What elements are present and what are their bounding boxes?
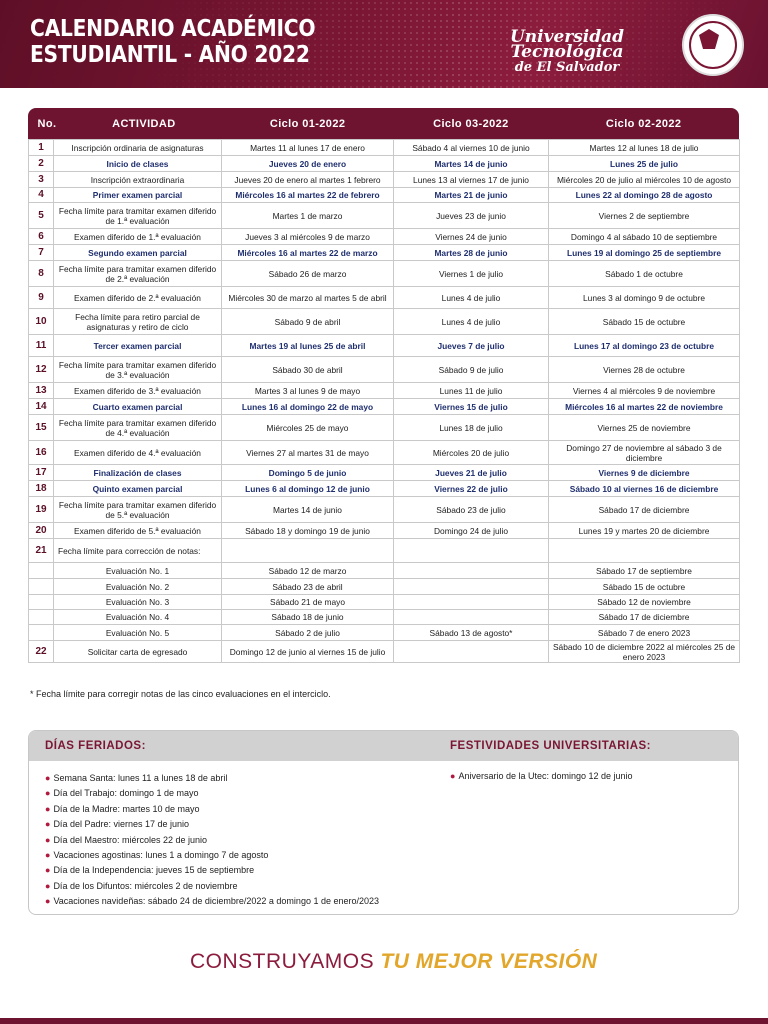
row-number bbox=[29, 625, 54, 641]
activity-cell: Tercer examen parcial bbox=[54, 335, 222, 357]
ciclo-02-cell: Lunes 3 al domingo 9 de octubre bbox=[549, 287, 740, 309]
ciclo-03-cell: Jueves 21 de julio bbox=[394, 465, 549, 481]
ciclo-02-cell: Lunes 25 de julio bbox=[549, 156, 740, 172]
ciclo-03-cell: Viernes 15 de julio bbox=[394, 399, 549, 415]
ciclo-01-cell: Lunes 16 al domingo 22 de mayo bbox=[222, 399, 394, 415]
activity-cell: Inscripción extraordinaria bbox=[54, 172, 222, 188]
page-title: CALENDARIO ACADÉMICO ESTUDIANTIL - AÑO 2022 bbox=[30, 16, 316, 68]
table-row bbox=[29, 203, 740, 229]
ciclo-01-cell: Martes 1 de marzo bbox=[222, 203, 394, 229]
ciclo-01-cell: Martes 11 al lunes 17 de enero bbox=[222, 140, 394, 156]
holidays-box bbox=[28, 730, 739, 915]
list-item: ● Día del Maestro: miércoles 22 de junio bbox=[45, 834, 208, 845]
ciclo-03-cell: Sábado 9 de julio bbox=[394, 357, 549, 383]
row-number bbox=[29, 610, 54, 625]
bullet-icon: ● bbox=[45, 896, 51, 907]
table-row bbox=[29, 287, 740, 309]
ciclo-02-cell bbox=[549, 539, 740, 563]
activity-cell: Cuarto examen parcial bbox=[54, 399, 222, 415]
row-number: 4 bbox=[29, 188, 54, 203]
ciclo-03-cell: Jueves 23 de junio bbox=[394, 203, 549, 229]
ciclo-01-cell bbox=[222, 539, 394, 563]
activity-cell: Examen diferido de 4.ª evaluación bbox=[54, 441, 222, 465]
ciclo-02-cell: Miércoles 20 de julio al miércoles 10 de agosto bbox=[549, 172, 740, 188]
table-row bbox=[29, 539, 740, 563]
ciclo-03-cell: Domingo 24 de julio bbox=[394, 523, 549, 539]
ciclo-03-cell bbox=[394, 641, 549, 663]
row-number: 22 bbox=[29, 641, 54, 663]
bullet-icon: ● bbox=[45, 880, 51, 891]
list-item: ● Semana Santa: lunes 11 a lunes 18 de abril bbox=[45, 773, 228, 783]
list-item: ● Día de los Difuntos: miércoles 2 de noviembre bbox=[45, 880, 238, 891]
list-item: ● Día del Padre: viernes 17 de junio bbox=[45, 819, 190, 830]
festivities-list bbox=[450, 769, 633, 784]
festivities-title: FESTIVIDADES UNIVERSITARIAS: bbox=[450, 740, 651, 752]
ciclo-01-cell: Viernes 27 al martes 31 de mayo bbox=[222, 441, 394, 465]
ciclo-03-cell: Viernes 24 de junio bbox=[394, 229, 549, 245]
row-number: 5 bbox=[29, 203, 54, 229]
ciclo-02-cell: Sábado 17 de diciembre bbox=[549, 610, 740, 625]
row-number: 18 bbox=[29, 481, 54, 497]
ciclo-02-cell: Viernes 28 de octubre bbox=[549, 357, 740, 383]
list-item: ● Día de la Independencia: jueves 15 de septiembre bbox=[45, 865, 255, 876]
row-number bbox=[29, 563, 54, 579]
ciclo-01-cell: Miércoles 16 al martes 22 de febrero bbox=[222, 188, 394, 203]
ciclo-03-cell: Lunes 4 de julio bbox=[394, 287, 549, 309]
activity-cell: Examen diferido de 3.ª evaluación bbox=[54, 383, 222, 399]
table-row bbox=[29, 595, 740, 610]
activity-cell: Fecha límite para tramitar examen diferido de 5.ª evaluación bbox=[54, 497, 222, 523]
table-row bbox=[29, 140, 740, 156]
activity-cell: Examen diferido de 1.ª evaluación bbox=[54, 229, 222, 245]
ciclo-03-cell: Sábado 23 de julio bbox=[394, 497, 549, 523]
activity-cell: Examen diferido de 2.ª evaluación bbox=[54, 287, 222, 309]
row-number: 20 bbox=[29, 523, 54, 539]
header-ciclo-01: Ciclo 01-2022 bbox=[269, 117, 346, 130]
ciclo-02-cell: Miércoles 16 al martes 22 de noviembre bbox=[549, 399, 740, 415]
ciclo-01-cell: Sábado 12 de marzo bbox=[222, 563, 394, 579]
header-ciclo-03: Ciclo 03-2022 bbox=[433, 117, 509, 130]
bullet-icon: ● bbox=[45, 865, 51, 876]
ciclo-02-cell: Sábado 10 al viernes 16 de diciembre bbox=[549, 481, 740, 497]
ciclo-02-cell: Martes 12 al lunes 18 de julio bbox=[549, 140, 740, 156]
ciclo-03-cell bbox=[394, 610, 549, 625]
ciclo-03-cell: Lunes 11 de julio bbox=[394, 383, 549, 399]
activity-cell: Solicitar carta de egresado bbox=[54, 641, 222, 663]
university-name: Universidad Tecnológica de El Salvador bbox=[509, 27, 625, 75]
ciclo-02-cell: Sábado 15 de octubre bbox=[549, 309, 740, 335]
ciclo-01-cell: Sábado 9 de abril bbox=[222, 309, 394, 335]
ciclo-02-cell: Viernes 4 al miércoles 9 de noviembre bbox=[549, 383, 740, 399]
ciclo-01-cell: Sábado 26 de marzo bbox=[222, 261, 394, 287]
activity-cell: Fecha límite para retiro parcial de asignaturas y retiro de ciclo bbox=[54, 309, 222, 335]
table-header bbox=[28, 108, 739, 139]
bullet-icon: ● bbox=[45, 819, 51, 830]
ciclo-01-cell: Sábado 2 de julio bbox=[222, 625, 394, 641]
bullet-icon: ● bbox=[45, 788, 51, 799]
row-number: 19 bbox=[29, 497, 54, 523]
ciclo-03-cell: Lunes 13 al viernes 17 de junio bbox=[394, 172, 549, 188]
bullet-icon: ● bbox=[450, 771, 456, 781]
ciclo-02-cell: Sábado 17 de diciembre bbox=[549, 497, 740, 523]
activity-cell: Evaluación No. 5 bbox=[54, 625, 222, 641]
table-row bbox=[29, 172, 740, 188]
row-number: 2 bbox=[29, 156, 54, 172]
ciclo-02-cell: Sábado 7 de enero 2023 bbox=[549, 625, 740, 641]
table-row bbox=[29, 465, 740, 481]
ciclo-03-cell: Martes 28 de junio bbox=[394, 245, 549, 261]
ciclo-01-cell: Jueves 20 de enero al martes 1 febrero bbox=[222, 172, 394, 188]
row-number: 15 bbox=[29, 415, 54, 441]
slogan: CONSTRUYAMOS TU MEJOR VERSIÓN bbox=[190, 950, 598, 973]
list-item: ● Día de la Madre: martes 10 de mayo bbox=[45, 803, 200, 814]
ciclo-03-cell: Jueves 7 de julio bbox=[394, 335, 549, 357]
ciclo-01-cell: Sábado 30 de abril bbox=[222, 357, 394, 383]
table-row bbox=[29, 610, 740, 625]
activity-cell: Evaluación No. 3 bbox=[54, 595, 222, 610]
table-row bbox=[29, 523, 740, 539]
calendar-table bbox=[28, 108, 739, 663]
row-number: 10 bbox=[29, 309, 54, 335]
ciclo-03-cell bbox=[394, 595, 549, 610]
activity-cell: Fecha límite para tramitar examen diferido de 1.ª evaluación bbox=[54, 203, 222, 229]
ciclo-02-cell: Sábado 17 de septiembre bbox=[549, 563, 740, 579]
row-number: 1 bbox=[29, 140, 54, 156]
activity-cell: Evaluación No. 2 bbox=[54, 579, 222, 595]
list-item: ● Aniversario de la Utec: domingo 12 de junio bbox=[450, 771, 633, 781]
row-number: 9 bbox=[29, 287, 54, 309]
header-activity: ACTIVIDAD bbox=[112, 117, 176, 130]
table-row bbox=[29, 229, 740, 245]
header-no: No. bbox=[37, 117, 57, 130]
row-number bbox=[29, 595, 54, 610]
table-row bbox=[29, 156, 740, 172]
activity-cell: Finalización de clases bbox=[54, 465, 222, 481]
table-row bbox=[29, 261, 740, 287]
list-item: ● Vacaciones navideñas: sábado 24 de diciembre/2022 a domingo 1 de enero/2023 bbox=[45, 896, 380, 907]
table-row bbox=[29, 399, 740, 415]
page-header bbox=[0, 0, 768, 88]
ciclo-01-cell: Domingo 12 de junio al viernes 15 de julio bbox=[222, 641, 394, 663]
ciclo-03-cell: Lunes 18 de julio bbox=[394, 415, 549, 441]
ciclo-02-cell: Viernes 2 de septiembre bbox=[549, 203, 740, 229]
table-row bbox=[29, 481, 740, 497]
ciclo-01-cell: Martes 19 al lunes 25 de abril bbox=[222, 335, 394, 357]
ciclo-02-cell: Sábado 15 de octubre bbox=[549, 579, 740, 595]
ciclo-03-cell: Martes 21 de junio bbox=[394, 188, 549, 203]
ciclo-02-cell: Sábado 1 de octubre bbox=[549, 261, 740, 287]
row-number: 11 bbox=[29, 335, 54, 357]
ciclo-01-cell: Sábado 23 de abril bbox=[222, 579, 394, 595]
ciclo-03-cell: Viernes 1 de julio bbox=[394, 261, 549, 287]
bullet-icon: ● bbox=[45, 773, 51, 783]
holidays-title: DÍAS FERIADOS: bbox=[45, 740, 146, 752]
row-number: 7 bbox=[29, 245, 54, 261]
ciclo-01-cell: Martes 3 al lunes 9 de mayo bbox=[222, 383, 394, 399]
row-number: 12 bbox=[29, 357, 54, 383]
ciclo-03-cell: Miércoles 20 de julio bbox=[394, 441, 549, 465]
table-row bbox=[29, 357, 740, 383]
row-number: 21 bbox=[29, 539, 54, 563]
row-number: 13 bbox=[29, 383, 54, 399]
table-row bbox=[29, 625, 740, 641]
university-seal-icon bbox=[682, 14, 744, 76]
table-row bbox=[29, 563, 740, 579]
bullet-icon: ● bbox=[45, 834, 51, 845]
bullet-icon: ● bbox=[45, 803, 51, 814]
ciclo-03-cell bbox=[394, 539, 549, 563]
ciclo-02-cell: Domingo 27 de noviembre al sábado 3 de diciembre bbox=[549, 441, 740, 465]
activity-cell: Evaluación No. 1 bbox=[54, 563, 222, 579]
calendar-table-body bbox=[28, 139, 740, 663]
bullet-icon: ● bbox=[45, 850, 51, 861]
ciclo-02-cell: Lunes 19 al domingo 25 de septiembre bbox=[549, 245, 740, 261]
list-item: ● Vacaciones agostinas: lunes 1 a domingo 7 de agosto bbox=[45, 850, 269, 861]
activity-cell: Fecha límite para tramitar examen diferido de 2.ª evaluación bbox=[54, 261, 222, 287]
ciclo-03-cell: Sábado 13 de agosto* bbox=[394, 625, 549, 641]
activity-cell: Fecha límite para tramitar examen diferido de 4.ª evaluación bbox=[54, 415, 222, 441]
ciclo-02-cell: Viernes 9 de diciembre bbox=[549, 465, 740, 481]
table-row bbox=[29, 641, 740, 663]
ciclo-03-cell bbox=[394, 563, 549, 579]
table-row bbox=[29, 188, 740, 203]
ciclo-02-cell: Lunes 22 al domingo 28 de agosto bbox=[549, 188, 740, 203]
activity-cell: Inscripción ordinaria de asignaturas bbox=[54, 140, 222, 156]
ciclo-02-cell: Sábado 10 de diciembre 2022 al miércoles 25 de enero 2023 bbox=[549, 641, 740, 663]
ciclo-01-cell: Sábado 18 de junio bbox=[222, 610, 394, 625]
header-ciclo-02: Ciclo 02-2022 bbox=[605, 117, 682, 130]
table-row bbox=[29, 245, 740, 261]
bottom-bar bbox=[0, 1018, 768, 1024]
row-number bbox=[29, 579, 54, 595]
ciclo-01-cell: Miércoles 25 de mayo bbox=[222, 415, 394, 441]
table-row bbox=[29, 441, 740, 465]
table-row bbox=[29, 309, 740, 335]
ciclo-03-cell: Sábado 4 al viernes 10 de junio bbox=[394, 140, 549, 156]
activity-cell: Fecha límite para corrección de notas: bbox=[54, 539, 222, 563]
activity-cell: Segundo examen parcial bbox=[54, 245, 222, 261]
activity-cell: Inicio de clases bbox=[54, 156, 222, 172]
row-number: 14 bbox=[29, 399, 54, 415]
list-item: ● Día del Trabajo: domingo 1 de mayo bbox=[45, 788, 199, 799]
ciclo-01-cell: Lunes 6 al domingo 12 de junio bbox=[222, 481, 394, 497]
ciclo-01-cell: Sábado 18 y domingo 19 de junio bbox=[222, 523, 394, 539]
ciclo-01-cell: Miércoles 30 de marzo al martes 5 de abril bbox=[222, 287, 394, 309]
ciclo-01-cell: Miércoles 16 al martes 22 de marzo bbox=[222, 245, 394, 261]
row-number: 8 bbox=[29, 261, 54, 287]
ciclo-01-cell: Domingo 5 de junio bbox=[222, 465, 394, 481]
ciclo-02-cell: Viernes 25 de noviembre bbox=[549, 415, 740, 441]
ciclo-02-cell: Lunes 19 y martes 20 de diciembre bbox=[549, 523, 740, 539]
table-row bbox=[29, 335, 740, 357]
activity-cell: Quinto examen parcial bbox=[54, 481, 222, 497]
activity-cell: Fecha límite para tramitar examen diferido de 3.ª evaluación bbox=[54, 357, 222, 383]
activity-cell: Primer examen parcial bbox=[54, 188, 222, 203]
holidays-header-bar bbox=[29, 731, 738, 761]
row-number: 17 bbox=[29, 465, 54, 481]
activity-cell: Evaluación No. 4 bbox=[54, 610, 222, 625]
ciclo-03-cell bbox=[394, 579, 549, 595]
footnote: * Fecha límite para corregir notas de las cinco evaluaciones en el interciclo. bbox=[30, 689, 331, 699]
ciclo-03-cell: Viernes 22 de julio bbox=[394, 481, 549, 497]
table-row bbox=[29, 415, 740, 441]
ciclo-01-cell: Sábado 21 de mayo bbox=[222, 595, 394, 610]
activity-cell: Examen diferido de 5.ª evaluación bbox=[54, 523, 222, 539]
ciclo-01-cell: Jueves 3 al miércoles 9 de marzo bbox=[222, 229, 394, 245]
ciclo-01-cell: Jueves 20 de enero bbox=[222, 156, 394, 172]
table-row bbox=[29, 383, 740, 399]
ciclo-03-cell: Martes 14 de junio bbox=[394, 156, 549, 172]
ciclo-02-cell: Domingo 4 al sábado 10 de septiembre bbox=[549, 229, 740, 245]
ciclo-01-cell: Martes 14 de junio bbox=[222, 497, 394, 523]
ciclo-03-cell: Lunes 4 de julio bbox=[394, 309, 549, 335]
table-row bbox=[29, 579, 740, 595]
row-number: 3 bbox=[29, 172, 54, 188]
ciclo-02-cell: Lunes 17 al domingo 23 de octubre bbox=[549, 335, 740, 357]
ciclo-02-cell: Sábado 12 de noviembre bbox=[549, 595, 740, 610]
table-row bbox=[29, 497, 740, 523]
holidays-list bbox=[45, 771, 379, 910]
row-number: 16 bbox=[29, 441, 54, 465]
row-number: 6 bbox=[29, 229, 54, 245]
